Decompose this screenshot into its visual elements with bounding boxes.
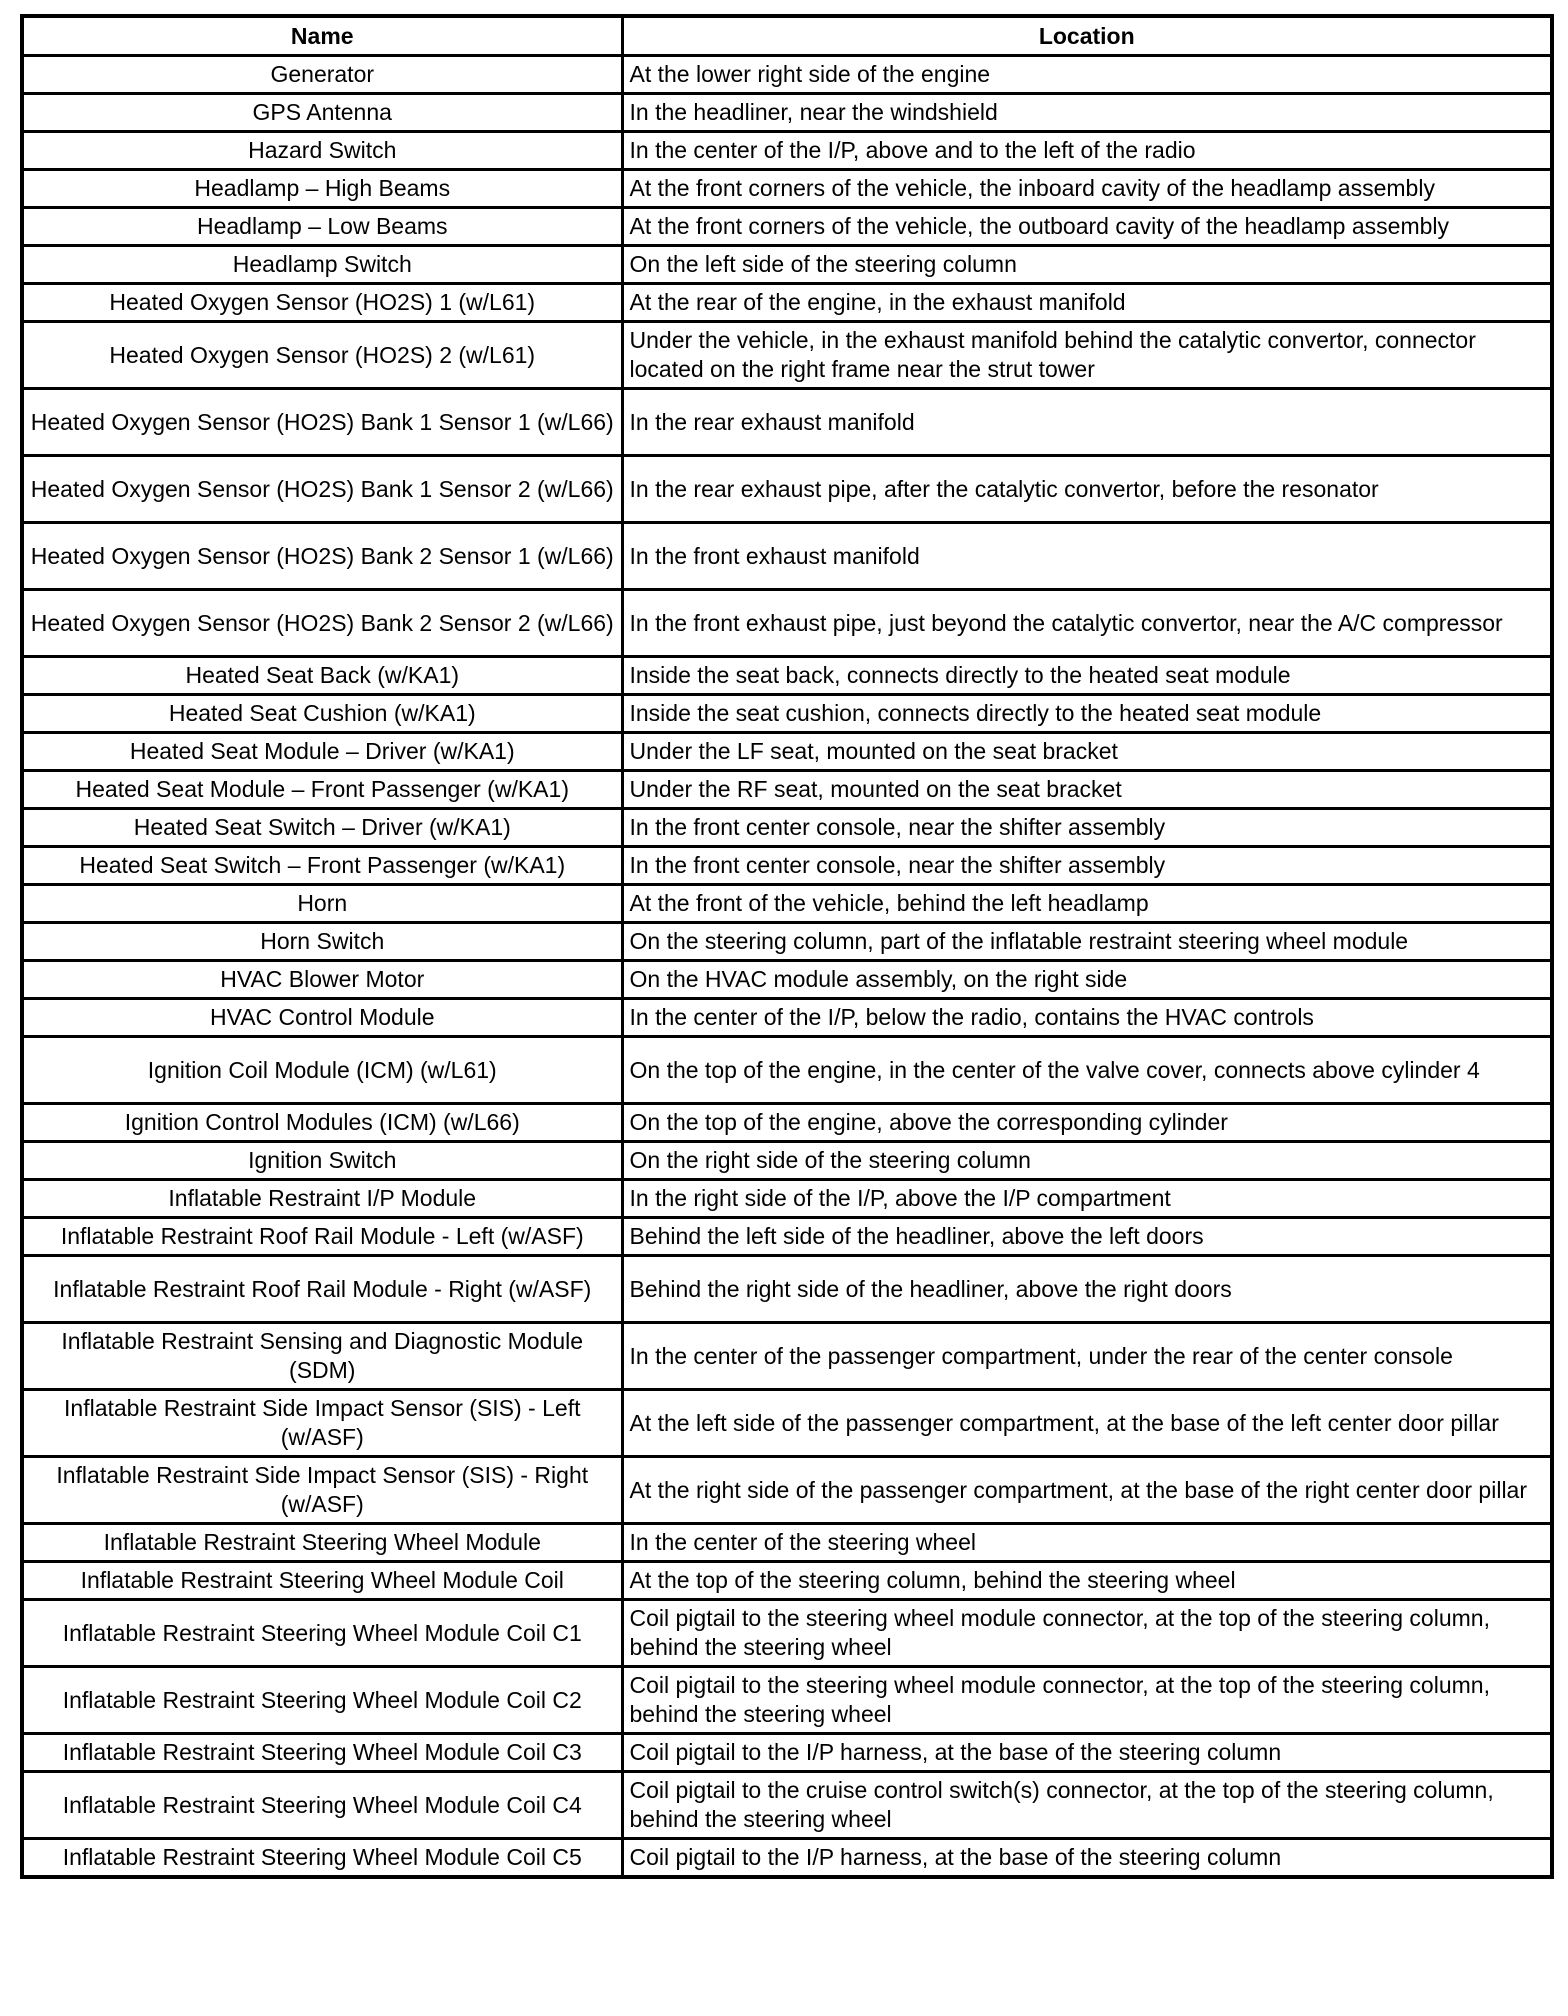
table-row bbox=[22, 1772, 1552, 1839]
table-row bbox=[22, 1390, 1552, 1457]
component-name-cell: HVAC Blower Motor bbox=[22, 961, 622, 999]
component-name-cell: Heated Seat Back (w/KA1) bbox=[22, 657, 622, 695]
table-row bbox=[22, 809, 1552, 847]
location-column-header: Location bbox=[622, 16, 1552, 56]
table-row bbox=[22, 208, 1552, 246]
table-row bbox=[22, 1256, 1552, 1323]
component-name-cell: Inflatable Restraint Steering Wheel Module Coil C1 bbox=[22, 1600, 622, 1667]
component-location-cell: Behind the left side of the headliner, above the left doors bbox=[622, 1218, 1552, 1256]
component-name-cell: Inflatable Restraint Steering Wheel Module Coil bbox=[22, 1562, 622, 1600]
component-location-cell: In the headliner, near the windshield bbox=[622, 94, 1552, 132]
component-name-cell: Heated Seat Module – Front Passenger (w/KA1) bbox=[22, 771, 622, 809]
table-row bbox=[22, 284, 1552, 322]
component-name-cell: Heated Seat Switch – Driver (w/KA1) bbox=[22, 809, 622, 847]
component-name-cell: Headlamp – Low Beams bbox=[22, 208, 622, 246]
table-row bbox=[22, 389, 1552, 456]
component-name-cell: Inflatable Restraint Side Impact Sensor (SIS) - Right (w/ASF) bbox=[22, 1457, 622, 1524]
component-name-cell: Inflatable Restraint Side Impact Sensor (SIS) - Left (w/ASF) bbox=[22, 1390, 622, 1457]
component-name-cell: Heated Oxygen Sensor (HO2S) Bank 1 Sensor 1 (w/L66) bbox=[22, 389, 622, 456]
component-location-cell: Under the vehicle, in the exhaust manifold behind the catalytic convertor, connector located on the right frame near the strut tower bbox=[622, 322, 1552, 389]
component-name-cell: Inflatable Restraint Roof Rail Module - Right (w/ASF) bbox=[22, 1256, 622, 1323]
component-location-cell: In the front exhaust pipe, just beyond the catalytic convertor, near the A/C compressor bbox=[622, 590, 1552, 657]
component-location-cell: In the rear exhaust manifold bbox=[622, 389, 1552, 456]
component-location-cell: At the front corners of the vehicle, the outboard cavity of the headlamp assembly bbox=[622, 208, 1552, 246]
table-row bbox=[22, 56, 1552, 94]
component-location-cell: On the right side of the steering column bbox=[622, 1142, 1552, 1180]
component-name-cell: Inflatable Restraint Steering Wheel Module Coil C5 bbox=[22, 1839, 622, 1878]
table-row bbox=[22, 1142, 1552, 1180]
table-row bbox=[22, 246, 1552, 284]
header-row bbox=[22, 16, 1552, 56]
component-location-cell: On the steering column, part of the inflatable restraint steering wheel module bbox=[622, 923, 1552, 961]
component-name-cell: Inflatable Restraint Steering Wheel Module Coil C2 bbox=[22, 1667, 622, 1734]
component-location-cell: At the left side of the passenger compartment, at the base of the left center door pillar bbox=[622, 1390, 1552, 1457]
component-name-cell: Heated Oxygen Sensor (HO2S) 1 (w/L61) bbox=[22, 284, 622, 322]
component-location-cell: In the center of the I/P, above and to the left of the radio bbox=[622, 132, 1552, 170]
table-row bbox=[22, 1839, 1552, 1878]
component-location-cell: In the center of the passenger compartment, under the rear of the center console bbox=[622, 1323, 1552, 1390]
component-location-cell: Inside the seat cushion, connects directly to the heated seat module bbox=[622, 695, 1552, 733]
component-location-cell: On the HVAC module assembly, on the right side bbox=[622, 961, 1552, 999]
component-name-cell: GPS Antenna bbox=[22, 94, 622, 132]
component-location-cell: In the center of the steering wheel bbox=[622, 1524, 1552, 1562]
table-row bbox=[22, 456, 1552, 523]
table-row bbox=[22, 695, 1552, 733]
component-location-cell: Coil pigtail to the steering wheel module connector, at the top of the steering column, behind the steering wheel bbox=[622, 1667, 1552, 1734]
table-row bbox=[22, 1104, 1552, 1142]
table-row bbox=[22, 590, 1552, 657]
component-location-table-wrapper bbox=[20, 14, 1550, 1879]
table-row bbox=[22, 322, 1552, 389]
component-name-cell: Ignition Switch bbox=[22, 1142, 622, 1180]
component-location-table bbox=[20, 14, 1554, 1879]
component-name-cell: Headlamp Switch bbox=[22, 246, 622, 284]
component-name-cell: Ignition Control Modules (ICM) (w/L66) bbox=[22, 1104, 622, 1142]
component-location-cell: Inside the seat back, connects directly to the heated seat module bbox=[622, 657, 1552, 695]
component-location-cell: At the front corners of the vehicle, the inboard cavity of the headlamp assembly bbox=[622, 170, 1552, 208]
table-row bbox=[22, 132, 1552, 170]
component-location-cell: On the left side of the steering column bbox=[622, 246, 1552, 284]
table-row bbox=[22, 961, 1552, 999]
component-location-cell: Under the RF seat, mounted on the seat bracket bbox=[622, 771, 1552, 809]
component-location-cell: In the front exhaust manifold bbox=[622, 523, 1552, 590]
component-location-cell: At the right side of the passenger compartment, at the base of the right center door pillar bbox=[622, 1457, 1552, 1524]
component-location-cell: Behind the right side of the headliner, above the right doors bbox=[622, 1256, 1552, 1323]
component-name-cell: Inflatable Restraint Sensing and Diagnostic Module (SDM) bbox=[22, 1323, 622, 1390]
table-row bbox=[22, 847, 1552, 885]
component-name-cell: Inflatable Restraint Steering Wheel Module Coil C3 bbox=[22, 1734, 622, 1772]
table-row bbox=[22, 1667, 1552, 1734]
table-body bbox=[22, 56, 1552, 1878]
table-row bbox=[22, 1562, 1552, 1600]
table-row bbox=[22, 523, 1552, 590]
component-location-cell: Coil pigtail to the steering wheel module connector, at the top of the steering column, behind the steering wheel bbox=[622, 1600, 1552, 1667]
component-name-cell: Headlamp – High Beams bbox=[22, 170, 622, 208]
component-name-cell: Inflatable Restraint Steering Wheel Module Coil C4 bbox=[22, 1772, 622, 1839]
component-name-cell: Horn Switch bbox=[22, 923, 622, 961]
component-name-cell: Inflatable Restraint Roof Rail Module - Left (w/ASF) bbox=[22, 1218, 622, 1256]
component-location-cell: At the lower right side of the engine bbox=[622, 56, 1552, 94]
component-name-cell: Heated Oxygen Sensor (HO2S) Bank 2 Sensor 1 (w/L66) bbox=[22, 523, 622, 590]
component-name-cell: Ignition Coil Module (ICM) (w/L61) bbox=[22, 1037, 622, 1104]
table-row bbox=[22, 733, 1552, 771]
component-location-cell: In the front center console, near the shifter assembly bbox=[622, 847, 1552, 885]
component-location-cell: In the front center console, near the shifter assembly bbox=[622, 809, 1552, 847]
component-name-cell: Inflatable Restraint Steering Wheel Module bbox=[22, 1524, 622, 1562]
component-name-cell: Heated Oxygen Sensor (HO2S) Bank 2 Sensor 2 (w/L66) bbox=[22, 590, 622, 657]
table-row bbox=[22, 999, 1552, 1037]
component-location-cell: Coil pigtail to the cruise control switch(s) connector, at the top of the steering column, behind the steering wheel bbox=[622, 1772, 1552, 1839]
table-row bbox=[22, 771, 1552, 809]
table-row bbox=[22, 923, 1552, 961]
component-name-cell: Inflatable Restraint I/P Module bbox=[22, 1180, 622, 1218]
component-location-cell: Under the LF seat, mounted on the seat bracket bbox=[622, 733, 1552, 771]
component-location-cell: Coil pigtail to the I/P harness, at the base of the steering column bbox=[622, 1734, 1552, 1772]
table-row bbox=[22, 885, 1552, 923]
component-name-cell: Heated Oxygen Sensor (HO2S) Bank 1 Sensor 2 (w/L66) bbox=[22, 456, 622, 523]
component-name-cell: Generator bbox=[22, 56, 622, 94]
component-location-cell: In the rear exhaust pipe, after the catalytic convertor, before the resonator bbox=[622, 456, 1552, 523]
table-row bbox=[22, 1457, 1552, 1524]
table-row bbox=[22, 1524, 1552, 1562]
component-location-cell: On the top of the engine, in the center of the valve cover, connects above cylinder 4 bbox=[622, 1037, 1552, 1104]
component-location-cell: At the top of the steering column, behind the steering wheel bbox=[622, 1562, 1552, 1600]
component-location-cell: Coil pigtail to the I/P harness, at the base of the steering column bbox=[622, 1839, 1552, 1878]
table-row bbox=[22, 1734, 1552, 1772]
component-location-cell: On the top of the engine, above the corresponding cylinder bbox=[622, 1104, 1552, 1142]
component-name-cell: Heated Oxygen Sensor (HO2S) 2 (w/L61) bbox=[22, 322, 622, 389]
component-name-cell: Heated Seat Switch – Front Passenger (w/KA1) bbox=[22, 847, 622, 885]
table-row bbox=[22, 657, 1552, 695]
table-row bbox=[22, 94, 1552, 132]
table-row bbox=[22, 170, 1552, 208]
table-row bbox=[22, 1600, 1552, 1667]
component-name-cell: Heated Seat Cushion (w/KA1) bbox=[22, 695, 622, 733]
component-name-cell: Horn bbox=[22, 885, 622, 923]
component-location-cell: At the front of the vehicle, behind the left headlamp bbox=[622, 885, 1552, 923]
component-name-cell: HVAC Control Module bbox=[22, 999, 622, 1037]
component-location-cell: In the center of the I/P, below the radio, contains the HVAC controls bbox=[622, 999, 1552, 1037]
table-row bbox=[22, 1218, 1552, 1256]
table-row bbox=[22, 1323, 1552, 1390]
table-row bbox=[22, 1180, 1552, 1218]
component-name-cell: Heated Seat Module – Driver (w/KA1) bbox=[22, 733, 622, 771]
name-column-header: Name bbox=[22, 16, 622, 56]
component-location-cell: At the rear of the engine, in the exhaust manifold bbox=[622, 284, 1552, 322]
component-name-cell: Hazard Switch bbox=[22, 132, 622, 170]
component-location-cell: In the right side of the I/P, above the I/P compartment bbox=[622, 1180, 1552, 1218]
table-row bbox=[22, 1037, 1552, 1104]
